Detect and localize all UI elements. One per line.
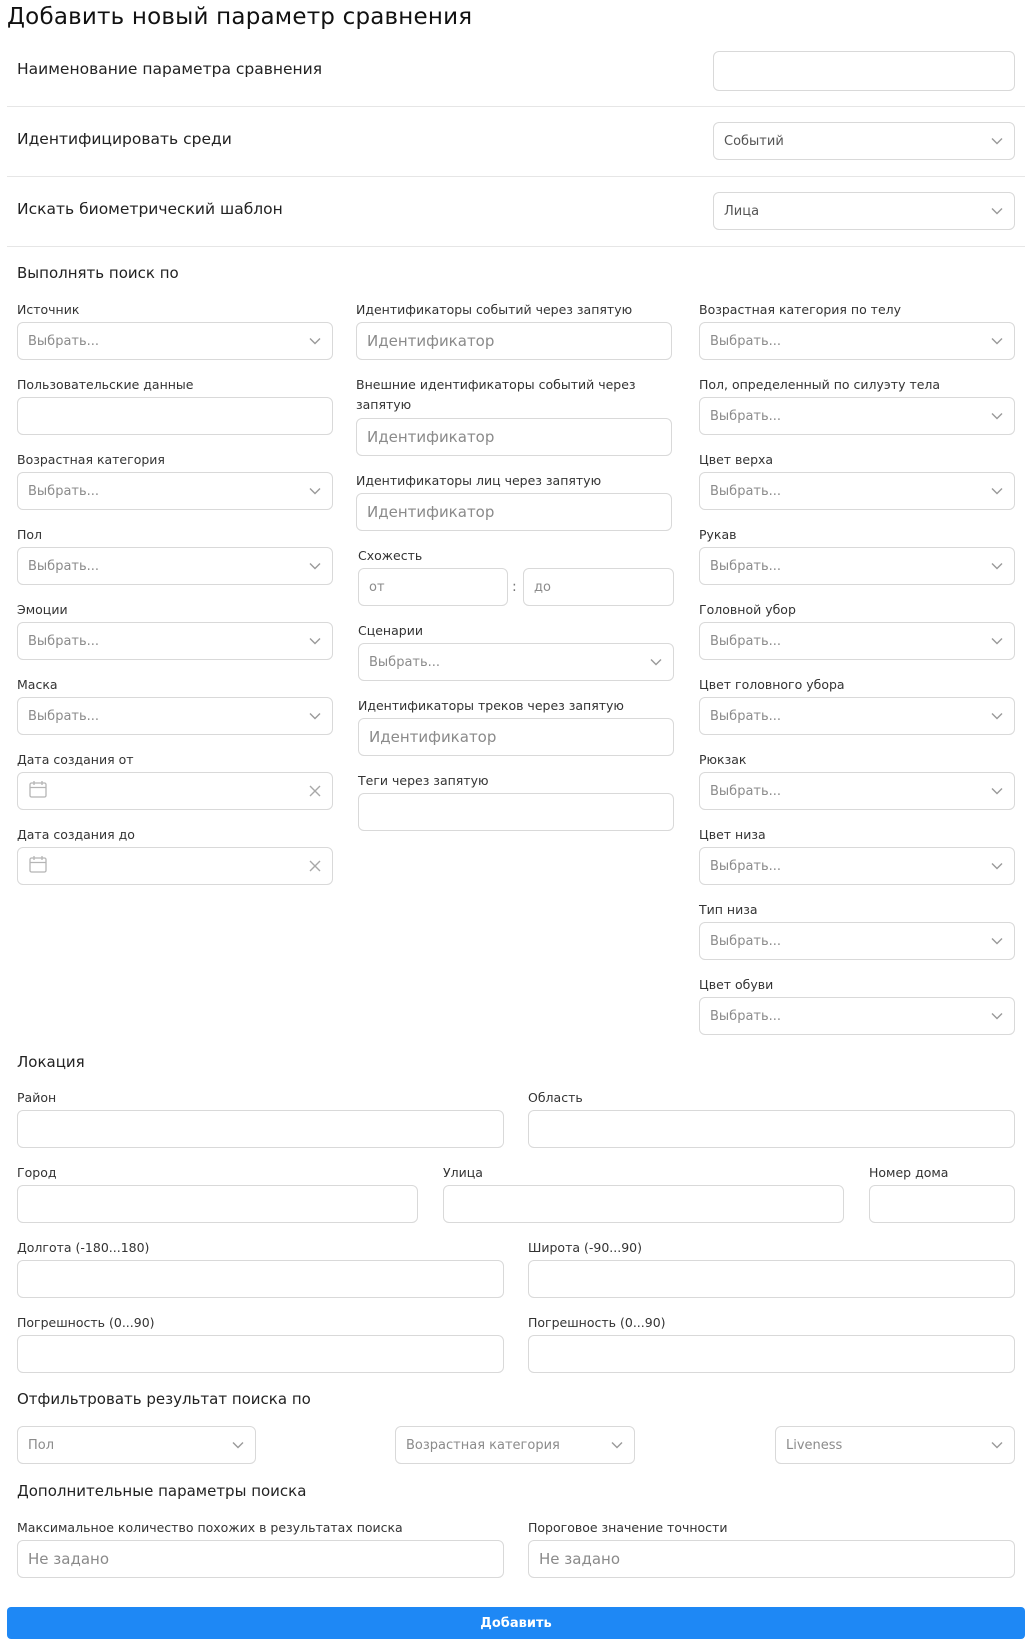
divider <box>7 246 1025 247</box>
source-label: Источник <box>17 302 80 317</box>
track-ids-placeholder: Идентификатор <box>369 728 497 746</box>
street-label: Улица <box>443 1165 483 1180</box>
scenarios-select[interactable] <box>358 643 674 681</box>
headwear-color-select[interactable] <box>699 697 1015 735</box>
street-input[interactable] <box>443 1185 844 1223</box>
filter-gender-value: Пол <box>28 1437 55 1453</box>
template-select-value: Лица <box>724 203 760 219</box>
latitude-error-input[interactable] <box>528 1335 1015 1373</box>
gender-label: Пол <box>17 527 43 542</box>
longitude-error-label: Погрешность (0...90) <box>17 1315 155 1330</box>
extra-title: Дополнительные параметры поиска <box>17 1482 307 1500</box>
divider <box>7 176 1025 177</box>
gender-select-placeholder: Выбрать... <box>28 558 100 574</box>
calendar-icon[interactable] <box>28 779 308 803</box>
chevron-down-icon <box>308 484 322 498</box>
max-similar-label: Максимальное количество похожих в результатах поиска <box>17 1520 403 1535</box>
city-input[interactable] <box>17 1185 418 1223</box>
user-data-input[interactable] <box>17 397 333 435</box>
similarity-to-input[interactable] <box>523 568 674 606</box>
calendar-icon[interactable] <box>28 854 308 878</box>
chevron-down-icon <box>610 1438 624 1452</box>
date-to-input[interactable] <box>17 847 333 885</box>
name-label: Наименование параметра сравнения <box>17 60 323 78</box>
body-gender-select-placeholder: Выбрать... <box>710 408 782 424</box>
body-age-select-placeholder: Выбрать... <box>710 333 782 349</box>
backpack-select[interactable] <box>699 772 1015 810</box>
latitude-input[interactable] <box>528 1260 1015 1298</box>
chevron-down-icon <box>231 1438 245 1452</box>
shoes-color-label: Цвет обуви <box>699 977 774 992</box>
upper-color-select-placeholder: Выбрать... <box>710 483 782 499</box>
longitude-error-input[interactable] <box>17 1335 504 1373</box>
body-age-select[interactable] <box>699 322 1015 360</box>
track-ids-label: Идентификаторы треков через запятую <box>358 698 624 713</box>
max-similar-placeholder: Не задано <box>28 1550 109 1568</box>
identify-select[interactable] <box>713 122 1015 160</box>
chevron-down-icon <box>990 634 1004 648</box>
chevron-down-icon <box>308 709 322 723</box>
house-label: Номер дома <box>869 1165 949 1180</box>
threshold-placeholder: Не задано <box>539 1550 620 1568</box>
lower-type-label: Тип низа <box>699 902 758 917</box>
event-ids-input[interactable] <box>356 322 672 360</box>
headwear-color-select-placeholder: Выбрать... <box>710 708 782 724</box>
chevron-down-icon <box>990 409 1004 423</box>
sleeve-select-placeholder: Выбрать... <box>710 558 782 574</box>
body-gender-label: Пол, определенный по силуэту тела <box>699 377 941 392</box>
chevron-down-icon <box>308 334 322 348</box>
threshold-label: Пороговое значение точности <box>528 1520 728 1535</box>
headwear-label: Головной убор <box>699 602 796 617</box>
template-select[interactable] <box>713 192 1015 230</box>
house-input[interactable] <box>869 1185 1015 1223</box>
body-gender-select[interactable] <box>699 397 1015 435</box>
face-ids-placeholder: Идентификатор <box>367 503 495 521</box>
headwear-select-placeholder: Выбрать... <box>710 633 782 649</box>
chevron-down-icon <box>990 1009 1004 1023</box>
backpack-select-placeholder: Выбрать... <box>710 783 782 799</box>
mask-select[interactable] <box>17 697 333 735</box>
similarity-label: Схожесть <box>358 548 423 563</box>
clear-icon[interactable] <box>308 859 322 873</box>
shoes-color-select[interactable] <box>699 997 1015 1035</box>
age-select[interactable] <box>17 472 333 510</box>
sleeve-label: Рукав <box>699 527 737 542</box>
external-ids-label: Внешние идентификаторы событий через запятую <box>356 377 636 412</box>
chevron-down-icon <box>990 134 1004 148</box>
face-ids-input[interactable] <box>356 493 672 531</box>
latitude-label: Широта (-90...90) <box>528 1240 642 1255</box>
external-ids-placeholder: Идентификатор <box>367 428 495 446</box>
latitude-error-label: Погрешность (0...90) <box>528 1315 666 1330</box>
source-select-placeholder: Выбрать... <box>28 333 100 349</box>
date-from-label: Дата создания от <box>17 752 134 767</box>
upper-color-label: Цвет верха <box>699 452 774 467</box>
similarity-from-placeholder: от <box>369 579 385 595</box>
district-input[interactable] <box>17 1110 504 1148</box>
chevron-down-icon <box>308 634 322 648</box>
lower-type-select[interactable] <box>699 922 1015 960</box>
emotions-select-placeholder: Выбрать... <box>28 633 100 649</box>
scenarios-select-placeholder: Выбрать... <box>369 654 441 670</box>
identify-label: Идентифицировать среди <box>17 130 232 148</box>
chevron-down-icon <box>990 859 1004 873</box>
mask-label: Маска <box>17 677 58 692</box>
search-by-title: Выполнять поиск по <box>17 264 179 282</box>
clear-icon[interactable] <box>308 784 322 798</box>
filter-age-select[interactable] <box>395 1426 635 1464</box>
filter-age-value: Возрастная категория <box>406 1437 560 1453</box>
source-select[interactable] <box>17 322 333 360</box>
sleeve-select[interactable] <box>699 547 1015 585</box>
chevron-down-icon <box>990 334 1004 348</box>
headwear-select[interactable] <box>699 622 1015 660</box>
max-similar-input[interactable] <box>17 1540 504 1578</box>
user-data-label: Пользовательские данные <box>17 377 194 392</box>
similarity-from-input[interactable] <box>358 568 508 606</box>
chevron-down-icon <box>649 655 663 669</box>
filter-liveness-select[interactable] <box>775 1426 1015 1464</box>
longitude-label: Долгота (-180...180) <box>17 1240 150 1255</box>
chevron-down-icon <box>990 204 1004 218</box>
external-ids-input[interactable] <box>356 418 672 456</box>
chevron-down-icon <box>990 484 1004 498</box>
filter-title: Отфильтровать результат поиска по <box>17 1390 311 1408</box>
date-from-input[interactable] <box>17 772 333 810</box>
body-age-label: Возрастная категория по телу <box>699 302 902 317</box>
event-ids-placeholder: Идентификатор <box>367 332 495 350</box>
backpack-label: Рюкзак <box>699 752 747 767</box>
emotions-select[interactable] <box>17 622 333 660</box>
tags-input[interactable] <box>358 793 674 831</box>
location-title: Локация <box>17 1053 85 1071</box>
longitude-input[interactable] <box>17 1260 504 1298</box>
event-ids-label: Идентификаторы событий через запятую <box>356 302 633 317</box>
region-label: Область <box>528 1090 583 1105</box>
filter-liveness-value: Liveness <box>786 1437 843 1453</box>
age-label: Возрастная категория <box>17 452 165 467</box>
age-select-placeholder: Выбрать... <box>28 483 100 499</box>
chevron-down-icon <box>990 559 1004 573</box>
face-ids-label: Идентификаторы лиц через запятую <box>356 473 602 488</box>
date-to-label: Дата создания до <box>17 827 135 842</box>
chevron-down-icon <box>990 784 1004 798</box>
threshold-input[interactable] <box>528 1540 1015 1578</box>
lower-type-select-placeholder: Выбрать... <box>710 933 782 949</box>
chevron-down-icon <box>990 709 1004 723</box>
filter-gender-select[interactable] <box>17 1426 256 1464</box>
scenarios-label: Сценарии <box>358 623 423 638</box>
similarity-to-placeholder: до <box>534 579 551 595</box>
shoes-color-select-placeholder: Выбрать... <box>710 1008 782 1024</box>
add-button[interactable]: Добавить <box>7 1607 1025 1639</box>
lower-color-label: Цвет низа <box>699 827 766 842</box>
identify-select-value: Событий <box>724 133 784 149</box>
lower-color-select[interactable] <box>699 847 1015 885</box>
name-input[interactable] <box>713 51 1015 91</box>
headwear-color-label: Цвет головного убора <box>699 677 845 692</box>
district-label: Район <box>17 1090 57 1105</box>
template-label: Искать биометрический шаблон <box>17 200 283 218</box>
range-separator: : <box>512 579 517 595</box>
page-title: Добавить новый параметр сравнения <box>7 4 473 30</box>
mask-select-placeholder: Выбрать... <box>28 708 100 724</box>
lower-color-select-placeholder: Выбрать... <box>710 858 782 874</box>
chevron-down-icon <box>990 934 1004 948</box>
tags-label: Теги через запятую <box>358 773 489 788</box>
emotions-label: Эмоции <box>17 602 68 617</box>
track-ids-input[interactable] <box>358 718 674 756</box>
divider <box>7 106 1025 107</box>
city-label: Город <box>17 1165 57 1180</box>
region-input[interactable] <box>528 1110 1015 1148</box>
chevron-down-icon <box>308 559 322 573</box>
upper-color-select[interactable] <box>699 472 1015 510</box>
chevron-down-icon <box>990 1438 1004 1452</box>
gender-select[interactable] <box>17 547 333 585</box>
